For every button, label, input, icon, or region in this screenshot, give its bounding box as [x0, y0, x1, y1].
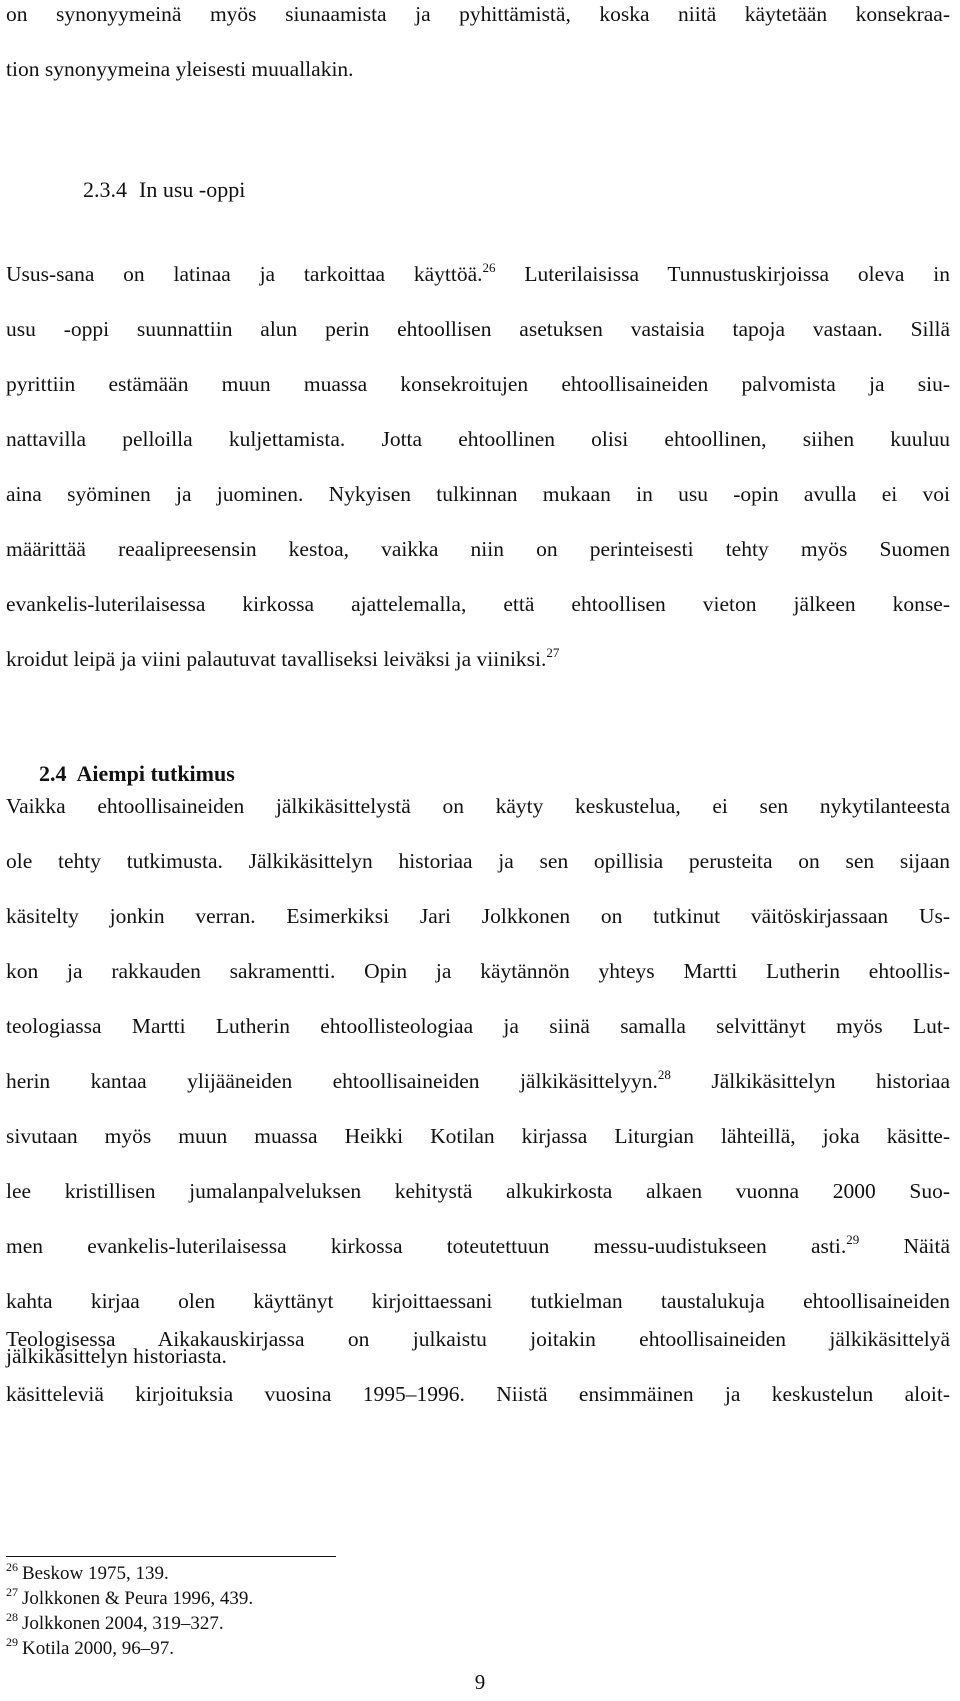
footnote-27: [6, 1587, 253, 1612]
text-segment: men evankelis-luterilaisessa kirkossa toteutettuun messu-uudistukseen asti.: [6, 1234, 847, 1258]
text-line: sivutaan myös muun muassa Heikki Kotilan kirjassa Liturgian lähteillä, joka käsitte-: [6, 1124, 950, 1148]
footnote-number: 26: [6, 1560, 18, 1574]
footnote-number: 29: [6, 1635, 18, 1649]
text-line: jälkikäsittelyn historiasta.: [6, 1344, 227, 1368]
section-number: 2.3.4: [83, 177, 127, 202]
section-heading-2-4: [6, 761, 235, 787]
paragraph-intro-continuation: [6, 2, 950, 112]
text-line: kon ja rakkauden sakramentti. Opin ja käytännön yhteys Martti Lutherin ehtoollis-: [6, 959, 950, 983]
footnote-number: 27: [6, 1585, 18, 1599]
text-line: lee kristillisen jumalanpalveluksen kehitystä alkukirkosta alkaen vuonna 2000 Suo-: [6, 1179, 950, 1203]
section-heading-2-3-4: [6, 177, 245, 203]
footnote-number: 28: [6, 1610, 18, 1624]
text-line: on synonyymeinä myös siunaamista ja pyhittämistä, koska niitä käytetään konsekraa-: [6, 2, 950, 26]
text-segment: Näitä: [859, 1234, 951, 1258]
footnote-29: [6, 1637, 253, 1662]
footnote-26: [6, 1562, 253, 1587]
footnote-ref-27: 27: [546, 645, 560, 660]
footnote-text: Kotila 2000, 96–97.: [22, 1638, 174, 1659]
footnote-ref-26: 26: [482, 260, 496, 275]
section-number: 2.4: [39, 761, 67, 786]
text-line: tion synonyymeina yleisesti muuallakin.: [6, 57, 354, 81]
text-line: määrittää reaalipreesensin kestoa, vaikka niin on perinteisesti tehty myös Suomen: [6, 537, 950, 561]
footnote-separator: [6, 1556, 336, 1557]
text-segment: Luterilaisissa Tunnustuskirjoissa oleva in: [495, 262, 950, 286]
footnote-ref-28: 28: [657, 1067, 671, 1082]
text-line: [6, 647, 950, 702]
footnote-ref-29: 29: [846, 1232, 860, 1247]
text-line: evankelis-luterilaisessa kirkossa ajattelemalla, että ehtoollisen vieton jälkeen konse-: [6, 592, 950, 616]
text-line: käsitteleviä kirjoituksia vuosina 1995–1996. Niistä ensimmäinen ja keskustelun aloit-: [6, 1382, 950, 1406]
text-segment: Jälkikäsittelyn historiaa: [670, 1069, 950, 1093]
text-segment: kroidut leipä ja viini palautuvat tavalliseksi leiväksi ja viiniksi.: [6, 647, 547, 671]
footnote-text: Jolkkonen & Peura 1996, 439.: [22, 1588, 254, 1609]
paragraph-previous-research: [6, 794, 950, 1399]
text-line: teologiassa Martti Lutherin ehtoollisteologiaa ja siinä samalla selvittänyt myös Lut-: [6, 1014, 950, 1038]
text-line: [6, 262, 950, 317]
text-line: ole tehty tutkimusta. Jälkikäsittelyn historiaa ja sen opillisia perusteita on sen sijaan: [6, 849, 950, 873]
text-line: usu -oppi suunnattiin alun perin ehtoollisen asetuksen vastaisia tapoja vastaan. Sillä: [6, 317, 950, 341]
text-line: Vaikka ehtoollisaineiden jälkikäsittelystä on käyty keskustelua, ei sen nykytilanteesta: [6, 794, 950, 818]
section-title: Aiempi tutkimus: [76, 761, 235, 786]
text-line: nattavilla pelloilla kuljettamista. Jotta ehtoollinen olisi ehtoollinen, siihen kuuluu: [6, 427, 950, 451]
text-line: kahta kirjaa olen käyttänyt kirjoittaessani tutkielman taustalukuja ehtoollisaineiden: [6, 1289, 950, 1313]
section-title: In usu -oppi: [139, 177, 246, 202]
paragraph-in-usu: [6, 262, 950, 702]
text-line: käsitelty jonkin verran. Esimerkiksi Jari Jolkkonen on tutkinut väitöskirjassaan Us-: [6, 904, 950, 928]
paragraph-journal: [6, 1327, 950, 1437]
text-segment: Usus-sana on latinaa ja tarkoittaa käyttöä.: [6, 262, 483, 286]
footnotes: [6, 1562, 253, 1662]
text-line: [6, 1234, 950, 1289]
text-line: [6, 1069, 950, 1124]
footnote-text: Beskow 1975, 139.: [22, 1563, 169, 1584]
text-line: aina syöminen ja juominen. Nykyisen tulkinnan mukaan in usu -opin avulla ei voi: [6, 482, 950, 506]
footnote-text: Jolkkonen 2004, 319–327.: [22, 1613, 224, 1634]
footnote-28: [6, 1612, 253, 1637]
text-line: Teologisessa Aikakauskirjassa on julkaistu joitakin ehtoollisaineiden jälkikäsittelyä: [6, 1327, 950, 1351]
text-segment: herin kantaa ylijääneiden ehtoollisaineiden jälkikäsittelyyn.: [6, 1069, 658, 1093]
text-line: pyrittiin estämään muun muassa konsekroitujen ehtoollisaineiden palvomista ja siu-: [6, 372, 950, 396]
page-number: 9: [474, 1670, 486, 1694]
